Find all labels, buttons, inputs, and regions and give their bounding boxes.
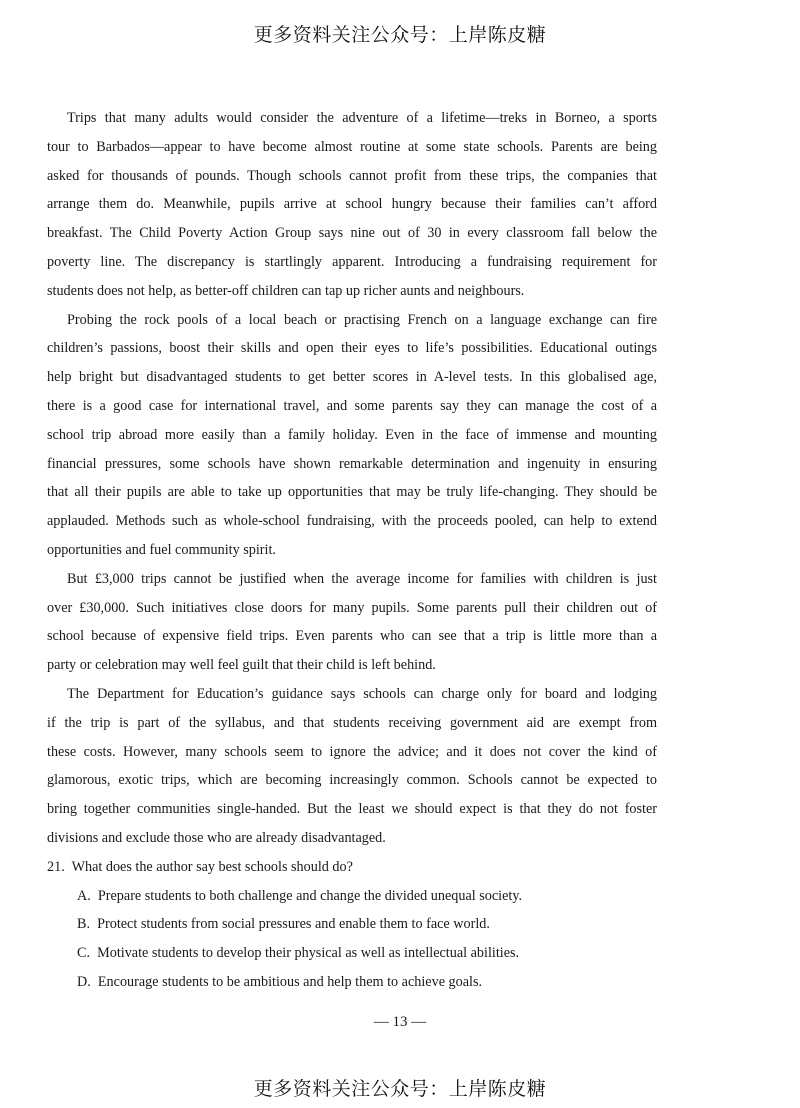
option-text: Protect students from social pressures and enable them to face world.	[97, 916, 490, 933]
paragraph-1-line: students does not help, as better-off children can tap up richer aunts and neighbours.	[47, 282, 525, 299]
paragraph-4-line: divisions and exclude those who are already disadvantaged.	[47, 829, 386, 846]
option-d	[47, 968, 657, 997]
paragraph-4-line: glamorous, exotic trips, which are becoming increasingly common. Schools cannot be expected to	[47, 772, 657, 789]
option-text: Motivate students to develop their physical as well as intellectual abilities.	[97, 945, 520, 962]
paragraph-4-line: these costs. However, many schools seem to ignore the advice; and it does not cover the kind of	[47, 743, 657, 760]
paragraph-3-line: party or celebration may well feel guilt that their child is left behind.	[47, 657, 436, 674]
option-c	[47, 939, 657, 968]
option-text: Encourage students to be ambitious and help them to achieve goals.	[97, 973, 483, 990]
option-letter: A.	[77, 887, 91, 904]
option-letter: D.	[77, 973, 91, 990]
option-b	[47, 910, 657, 939]
article-body	[47, 104, 657, 997]
paragraph-1-line: arrange them do. Meanwhile, pupils arrive at school hungry because their families can’t afford	[47, 196, 657, 213]
paragraph-2-line: school trip abroad more easily than a family holiday. Even in the face of immense and mounting	[47, 426, 657, 443]
paragraph-2-line: applauded. Methods such as whole-school fundraising, with the proceeds pooled, can help to extend	[47, 513, 657, 530]
paragraph-1-line: tour to Barbados—appear to have become almost routine at some state schools. Parents are being	[47, 138, 657, 155]
paragraph-1-line: poverty line. The discrepancy is startlingly apparent. Introducing a fundraising requirement for	[47, 253, 657, 270]
paragraph-4-line: if the trip is part of the syllabus, and that students receiving government aid are exempt from	[47, 714, 657, 731]
question-text: What does the author say best schools should do?	[71, 858, 353, 875]
footer-watermark: 更多资料关注公众号：上岸陈皮糖	[253, 1078, 547, 1100]
option-letter: B.	[77, 916, 91, 933]
paragraph-3-line: school because of expensive field trips. Even parents who can see that a trip is little more than a	[47, 628, 657, 645]
paragraph-2-line: that all their pupils are able to take up opportunities that may be truly life-changing. They should be	[47, 484, 657, 501]
header-watermark: 更多资料关注公众号：上岸陈皮糖	[253, 24, 547, 46]
paragraph-2-line: children’s passions, boost their skills and open their eyes to life’s possibilities. Educational outings	[47, 340, 657, 357]
question-21	[47, 853, 657, 882]
paragraph-3-line: But £3,000 trips cannot be justified when the average income for families with children is just	[67, 570, 657, 587]
paragraph-1-line: breakfast. The Child Poverty Action Group says nine out of 30 in every classroom fall below the	[47, 225, 657, 242]
paragraph-2-line: Probing the rock pools of a local beach or practising French on a language exchange can fire	[67, 311, 657, 328]
paragraph-2-line: financial pressures, some schools have shown remarkable determination and ingenuity in ensuring	[47, 455, 657, 472]
paragraph-1-line: asked for thousands of pounds. Though schools cannot profit from these trips, the companies that	[47, 167, 657, 184]
paragraph-4-line: bring together communities single-handed. But the least we should expect is that they do not foster	[47, 801, 657, 818]
option-text: Prepare students to both challenge and change the divided unequal society.	[97, 887, 523, 904]
paragraph-2-line: opportunities and fuel community spirit.	[47, 541, 276, 558]
page-number: — 13 —	[373, 1014, 427, 1030]
paragraph-1-line: Trips that many adults would consider the adventure of a lifetime—treks in Borneo, a sports	[67, 110, 657, 126]
question-number: 21.	[47, 858, 65, 875]
option-a	[47, 882, 657, 911]
option-letter: C.	[77, 945, 91, 962]
paragraph-3-line: over £30,000. Such initiatives close doors for many pupils. Some parents pull their children out of	[47, 599, 657, 616]
paragraph-2-line: help bright but disadvantaged students to get better scores in A-level tests. In this globalised age,	[47, 369, 657, 386]
paragraph-2-line: there is a good case for international travel, and some parents say they can manage the cost of a	[47, 397, 657, 414]
paragraph-4-line: The Department for Education’s guidance says schools can charge only for board and lodging	[67, 685, 657, 702]
